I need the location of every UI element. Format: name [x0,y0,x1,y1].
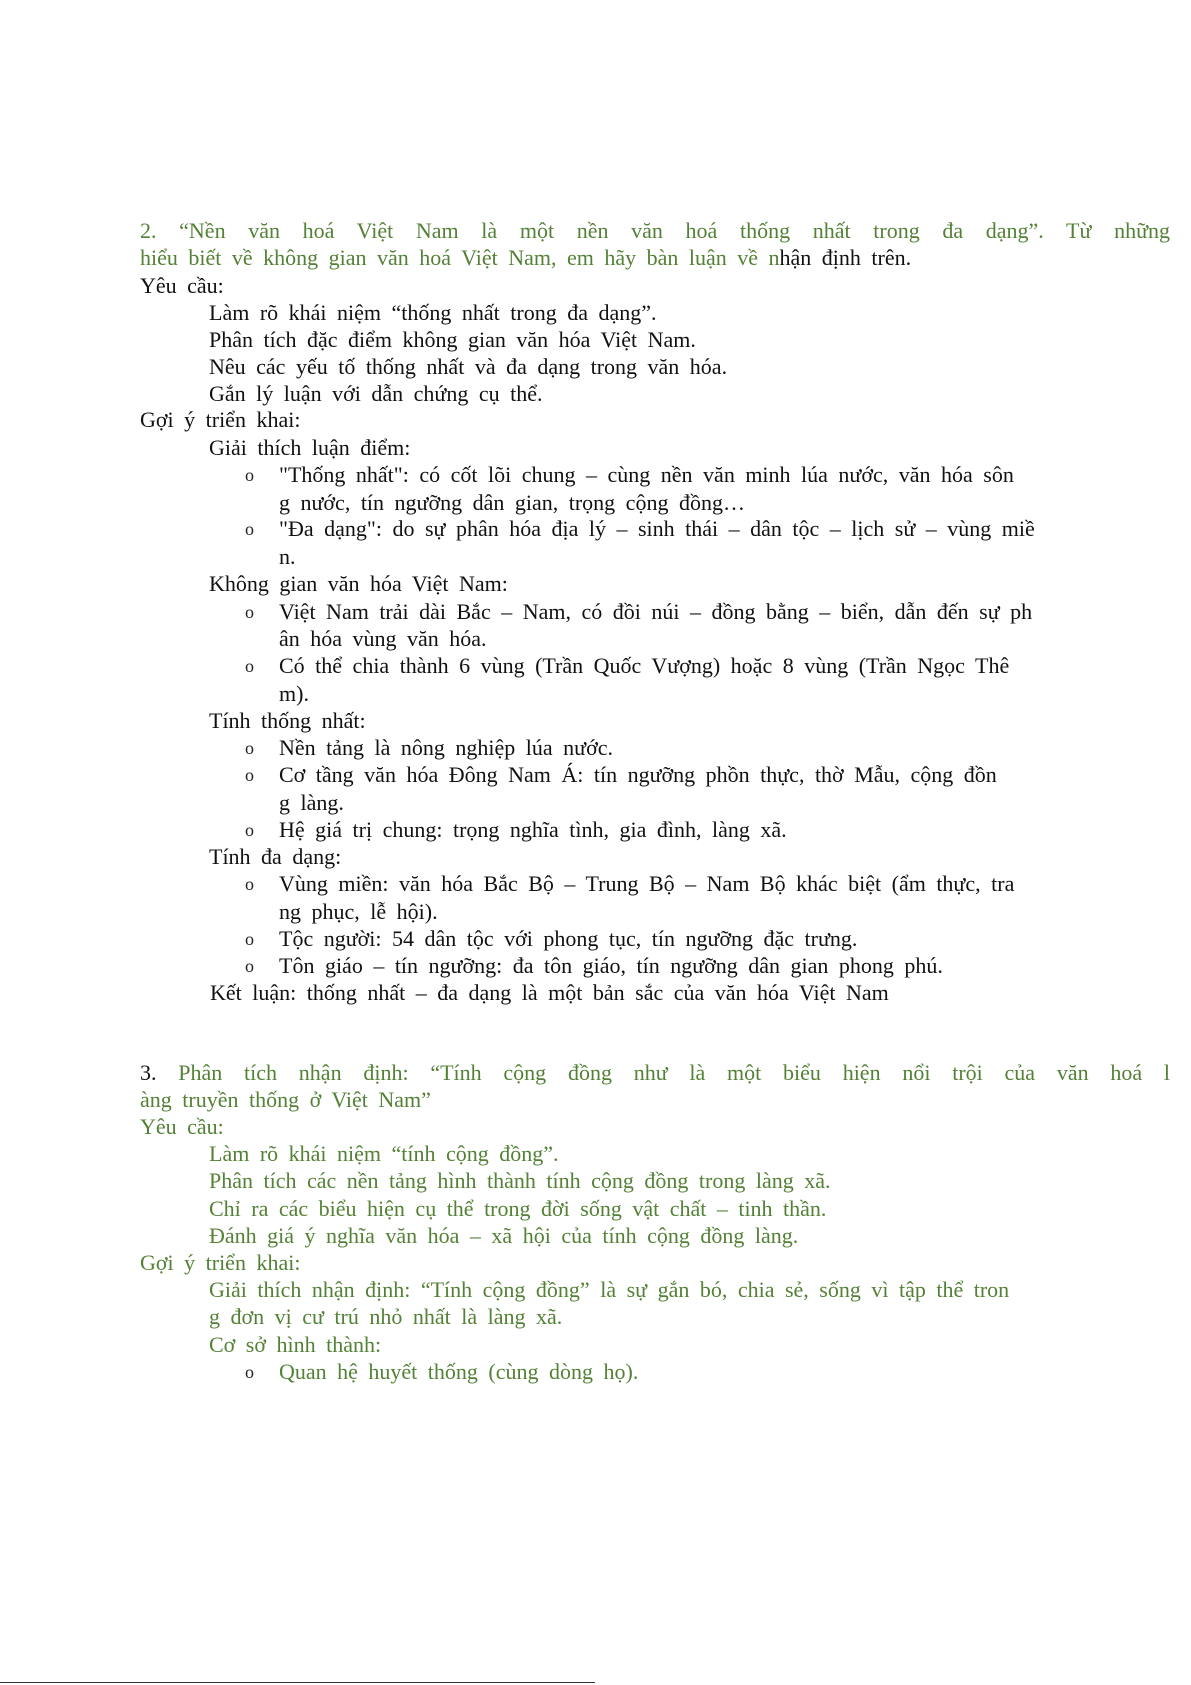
q3-req-item: Chỉ ra các biểu hiện cụ thể trong đời sống vật chất – tinh thần. [209,1196,827,1221]
q2-title-line-2-black: hận định trên. [779,245,912,270]
q2-hint-subitem: o "Thống nhất": có cốt lõi chung – cùng nền văn minh lúa nước, văn hóa sôn [245,460,1170,489]
q3-req-item: Làm rõ khái niệm “tính cộng đồng”. [209,1141,559,1166]
q3-hint-continuation: g đơn vị cư trú nhỏ nhất là làng xã. [209,1304,563,1329]
q2-req-item: Gắn lý luận với dẫn chứng cụ thể. [209,381,543,406]
q2-hint-subitem: o Tôn giáo – tín ngưỡng: đa tôn giáo, tín ngưỡng dân gian phong phú. [245,951,1170,980]
circle-bullet-icon: o [245,956,254,976]
q3-hint-heading: Cơ sở hình thành: [209,1332,382,1357]
q3-req-item: Phân tích các nền tảng hình thành tính cộng đồng trong làng xã. [209,1168,831,1193]
q3-hint-subitem: o Quan hệ huyết thống (cùng dòng họ). [245,1357,1170,1386]
q2-hint-subitem: o Nền tảng là nông nghiệp lúa nước. [245,733,1170,762]
q3-title-line-2: àng truyền thống ở Việt Nam” [140,1087,431,1112]
q2-hint-subitem-continuation: g nước, tín ngưỡng dân gian, trọng cộng đồng… [279,490,745,515]
q2-title-line-2-green: hiểu biết về không gian văn hoá Việt Nam, em hãy bàn luận về n [140,245,780,270]
q3-number: 3. [140,1060,179,1085]
q3-req-item: Đánh giá ý nghĩa văn hóa – xã hội của tính cộng đồng làng. [209,1223,799,1248]
q2-hint-heading: Giải thích luận điểm: [209,435,411,460]
q2-req-item: Phân tích đặc điểm không gian văn hóa Việt Nam. [209,327,696,352]
q2-hint-heading: Không gian văn hóa Việt Nam: [209,571,508,596]
q2-hint-subitem: o Việt Nam trải dài Bắc – Nam, có đồi núi – đồng bằng – biển, dẫn đến sự ph [245,597,1170,626]
q3-hint-heading: Giải thích nhận định: “Tính cộng đồng” là sự gắn bó, chia sẻ, sống vì tập thể tron [209,1277,1010,1302]
q2-hint-subitem-continuation: g làng. [279,790,344,815]
q2-hint-subitem: o Có thể chia thành 6 vùng (Trần Quốc Vượng) hoặc 8 vùng (Trần Ngọc Thê [245,651,1170,680]
q3-hints-label: Gợi ý triển khai: [140,1250,301,1275]
circle-bullet-icon: o [245,820,254,840]
q2-hint-subitem-continuation: m). [279,681,309,706]
circle-bullet-icon: o [245,929,254,949]
q2-hint-subitem: o Vùng miền: văn hóa Bắc Bộ – Trung Bộ – Nam Bộ khác biệt (ẩm thực, tra [245,869,1170,898]
q2-title-line-2 [140,243,1170,272]
q2-req-item: Nêu các yếu tố thống nhất và đa dạng trong văn hóa. [209,354,728,379]
q2-title-line-1: 2. “Nền văn hoá Việt Nam là một nền văn hoá thống nhất trong đa dạng”. Từ những [140,218,1170,243]
q3-title-line-1 [140,1058,1170,1087]
q2-hint-subitem-continuation: ân hóa vùng văn hóa. [279,626,487,651]
q2-conclusion: Kết luận: thống nhất – đa dạng là một bản sắc của văn hóa Việt Nam [210,980,889,1005]
q2-hint-subitem: o "Đa dạng": do sự phân hóa địa lý – sinh thái – dân tộc – lịch sử – vùng miề [245,514,1170,543]
q2-hint-subitem: o Tộc người: 54 dân tộc với phong tục, tín ngưỡng đặc trưng. [245,924,1170,953]
q2-hint-heading: Tính thống nhất: [209,708,366,733]
q2-hint-subitem-continuation: ng phục, lễ hội). [279,899,438,924]
q2-requirements-label: Yêu cầu: [140,273,224,298]
circle-bullet-icon: o [245,1362,254,1382]
footnote-separator [0,1682,595,1683]
q2-hint-subitem: o Hệ giá trị chung: trọng nghĩa tình, gia đình, làng xã. [245,815,1170,844]
q2-hint-heading: Tính đa dạng: [209,844,342,869]
circle-bullet-icon: o [245,765,254,785]
q3-title-text: Phân tích nhận định: “Tính cộng đồng như là một biểu hiện nổi trội của văn hoá l [178,1060,1171,1085]
circle-bullet-icon: o [245,656,254,676]
circle-bullet-icon: o [245,738,254,758]
q2-hint-subitem-continuation: n. [279,544,296,569]
q2-hint-subitem: o Cơ tầng văn hóa Đông Nam Á: tín ngưỡng phồn thực, thờ Mẫu, cộng đồn [245,760,1170,789]
q2-req-item: Làm rõ khái niệm “thống nhất trong đa dạng”. [209,300,657,325]
q2-hints-label: Gợi ý triển khai: [140,407,301,432]
circle-bullet-icon: o [245,465,254,485]
circle-bullet-icon: o [245,519,254,539]
q3-requirements-label: Yêu cầu: [140,1114,224,1139]
circle-bullet-icon: o [245,602,254,622]
circle-bullet-icon: o [245,874,254,894]
